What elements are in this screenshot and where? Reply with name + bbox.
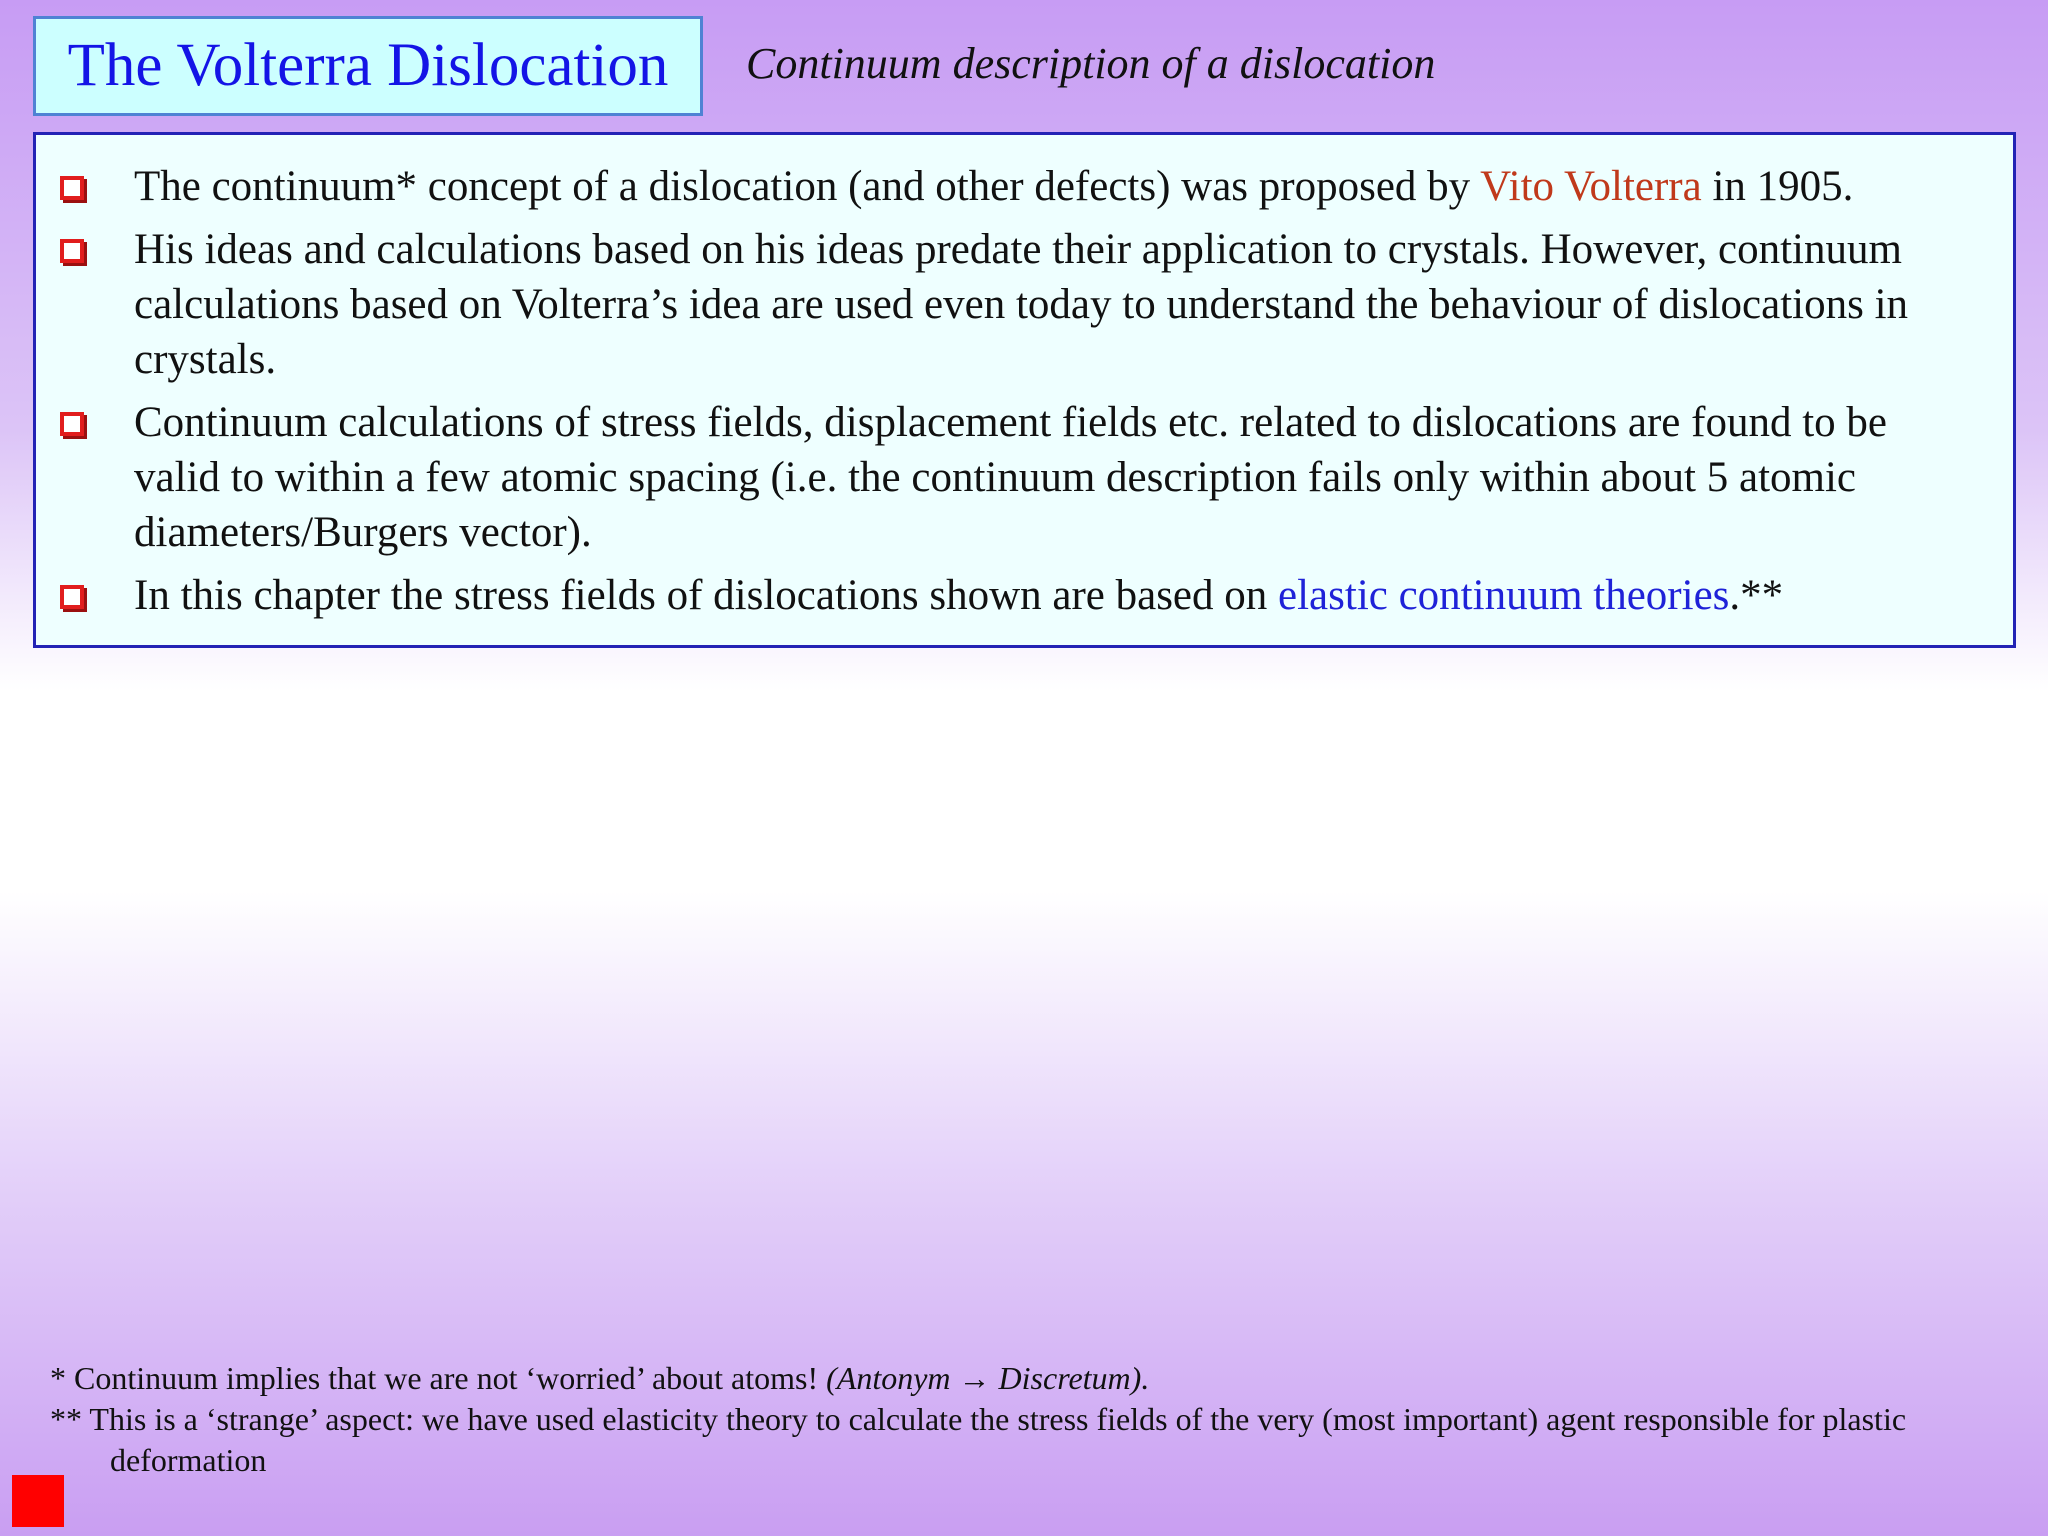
slide-subtitle: Continuum description of a dislocation bbox=[746, 39, 1436, 88]
slide-title: The Volterra Dislocation bbox=[67, 32, 669, 99]
checkbox-bullet-icon bbox=[60, 412, 84, 436]
checkbox-bullet-icon bbox=[60, 585, 84, 609]
bullet-text-before: The continuum* concept of a dislocation (and other defects) was proposed by bbox=[134, 163, 1481, 210]
bullet-item bbox=[36, 222, 2013, 387]
slide-nav-square[interactable] bbox=[12, 1475, 64, 1527]
footnote-2: ** This is a ‘strange’ aspect: we have used elasticity theory to calculate the stress fields of the very (most important) agent responsible for plastic deformation bbox=[50, 1401, 1907, 1478]
bullet-item bbox=[36, 568, 2013, 623]
content-box bbox=[33, 132, 2016, 648]
title-box bbox=[33, 16, 703, 116]
bullet-item bbox=[36, 395, 2013, 560]
footnote-1 bbox=[50, 1358, 1990, 1399]
footnote-1-text: * Continuum implies that we are not ‘worried’ about atoms! bbox=[50, 1360, 827, 1396]
elastic-theories-highlight: elastic continuum theories bbox=[1278, 572, 1730, 619]
bullet-text: Continuum calculations of stress fields, displacement fields etc. related to dislocations are found to be valid to within a few atomic spacing (i.e. the continuum description fails only within about 5 atomic diameters/Burgers vector). bbox=[134, 399, 1887, 556]
bullet-list bbox=[36, 159, 2013, 631]
bullet-text: His ideas and calculations based on his ideas predate their application to crystals. However, continuum calculations based on Volterra’s idea are used even today to understand the behaviour of dislocations in crystals. bbox=[134, 226, 1909, 383]
footnotes bbox=[50, 1358, 1990, 1481]
bullet-text-after: in 1905. bbox=[1701, 163, 1854, 210]
bullet-text-before: In this chapter the stress fields of dislocations shown are based on bbox=[134, 572, 1279, 619]
bullet-item bbox=[36, 159, 2013, 214]
vito-volterra-highlight: Vito Volterra bbox=[1480, 163, 1702, 210]
bullet-text-after: .** bbox=[1729, 572, 1784, 619]
checkbox-bullet-icon bbox=[60, 239, 84, 263]
checkbox-bullet-icon bbox=[60, 176, 84, 200]
footnote-1-antonym: (Antonym → Discretum). bbox=[826, 1360, 1150, 1396]
